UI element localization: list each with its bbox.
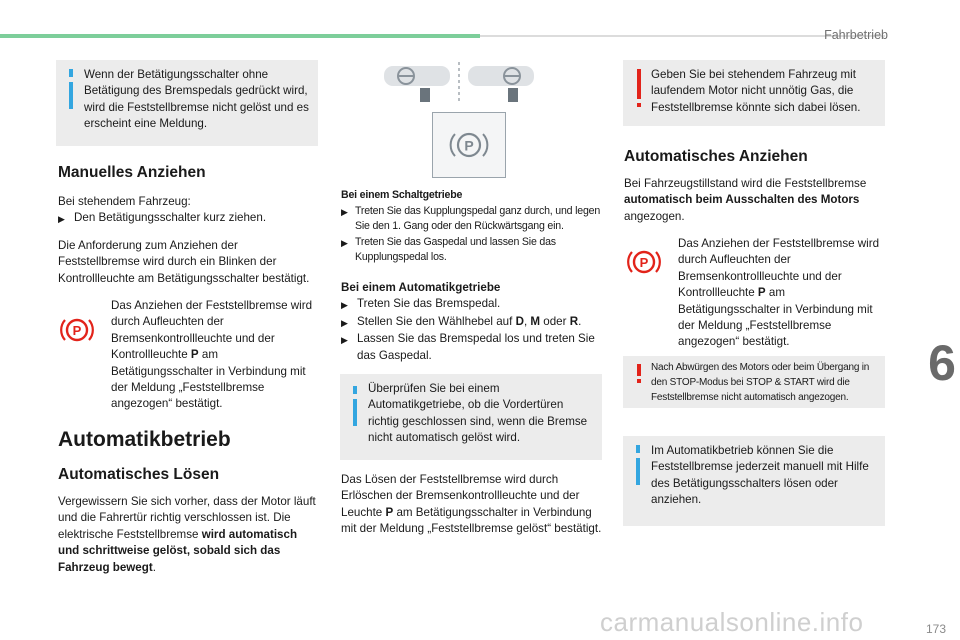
info-icon: [69, 69, 73, 109]
warning-note-small: [623, 356, 885, 408]
steering-wheel-illustration: [384, 60, 534, 106]
text-part: .: [578, 314, 582, 328]
paragraph-part: Bei Fahrzeugstillstand wird die Feststellbremse: [624, 177, 867, 190]
arrow-bullet-icon: ▶: [58, 214, 65, 225]
heading-automatic-mode: Automatikbetrieb: [58, 428, 231, 451]
section-title: Fahrbetrieb: [824, 28, 888, 42]
list-item: [341, 204, 603, 235]
svg-text:P: P: [464, 137, 474, 154]
warning-icon: [635, 364, 642, 406]
info-note-text: Überprüfen Sie bei einem Automatikgetriebe, ob die Vordertüren richtig geschlossen sind, wenn die Bremse nicht automatisch gelöst wird.: [368, 382, 588, 445]
heading-automatic-release: Automatisches Lösen: [58, 466, 220, 483]
info-note-text: Im Automatikbetrieb können Sie die Feststellbremse jederzeit manuell mit Hilfe des Betätigungsschalters lösen oder anziehen.: [651, 444, 869, 507]
list-item: [341, 331, 603, 364]
info-note-bottom-right: [623, 436, 885, 526]
gear-m: M: [530, 314, 541, 328]
parking-brake-icon: [445, 125, 493, 165]
automatic-gearbox-heading: Bei einem Automatikgetriebe: [341, 281, 501, 294]
header-accent-bar: [0, 34, 480, 38]
info-note-middle: [340, 374, 602, 460]
list-item-text: Treten Sie das Kupplungspedal ganz durch, und legen Sie den 1. Gang oder den Rückwärtsgang ein.: [355, 204, 601, 232]
list-item-text: [357, 314, 581, 331]
arrow-bullet-icon: ▶: [341, 206, 348, 217]
warning-note-text: Geben Sie bei stehendem Fahrzeug mit laufendem Motor nicht unnötig Gas, die Feststellbremse könnte sich dabei lösen.: [651, 68, 861, 114]
list-item: [341, 235, 603, 266]
paragraph-part: Vergewissern Sie sich vorher, dass der Motor läuft und die Fahrertür richtig verschlossen ist. Die elektrische Feststellbremse: [58, 495, 316, 541]
manual-gearbox-section: [341, 188, 603, 266]
text-part: oder: [540, 314, 570, 328]
gear-r: R: [569, 314, 579, 328]
warning-note-top-right: [623, 60, 885, 126]
warning-icon: [635, 69, 642, 111]
paragraph-bold-part: automatisch beim Ausschalten des Motors: [624, 193, 860, 207]
parking-brake-warning-icon: [57, 310, 97, 350]
parking-brake-warning-icon: [624, 242, 664, 282]
warning-bar: [637, 69, 641, 99]
picto-text-p: P: [190, 348, 199, 362]
manual-gearbox-heading: Bei einem Schaltgetriebe: [341, 189, 463, 201]
text-part: ,: [523, 314, 531, 328]
release-confirmation-paragraph: [341, 472, 603, 538]
manual-apply-intro: [58, 194, 320, 228]
svg-text:P: P: [639, 255, 649, 270]
list-item: [341, 296, 603, 313]
info-icon: [636, 445, 640, 485]
manual-apply-picto-text: [111, 298, 316, 413]
watermark: carmanualsonline.info: [600, 607, 864, 637]
paragraph-part: Das Lösen der Feststellbremse wird durch Erlöschen der Bremsenkontrollleuchte und der Leuchte: [341, 473, 580, 519]
text-part: Stellen Sie den Wählhebel auf: [357, 314, 516, 328]
svg-text:P: P: [72, 323, 82, 338]
heading-manual-apply: Manuelles Anziehen: [58, 164, 206, 181]
paragraph-part: .: [152, 560, 156, 574]
automatic-apply-picto-text: [678, 236, 883, 351]
picto-text-p: P: [757, 286, 766, 300]
warning-bar: [637, 364, 641, 376]
chapter-tab: [920, 318, 960, 408]
list-item-text: Treten Sie das Bremspedal.: [357, 297, 501, 311]
arrow-bullet-icon: ▶: [341, 237, 348, 248]
list-item: [58, 210, 320, 227]
heading-automatic-apply: Automatisches Anziehen: [624, 148, 808, 165]
list-item-text: Lassen Sie das Bremspedal los und treten Sie das Gaspedal.: [357, 332, 595, 362]
manual-apply-intro-line: Bei stehendem Fahrzeug:: [58, 195, 191, 208]
automatic-apply-paragraph: [624, 176, 886, 225]
info-note-top-left: [56, 60, 318, 146]
page-number: 173: [925, 622, 946, 636]
list-item-text: Den Betätigungsschalter kurz ziehen.: [74, 211, 267, 225]
arrow-bullet-icon: ▶: [341, 300, 348, 311]
manual-apply-paragraph: Die Anforderung zum Anziehen der Feststellbremse wird durch ein Blinken der Kontrollleuchte am Betätigungsschalter bestätigt.: [58, 239, 310, 285]
warning-dot: [637, 379, 641, 383]
gear-d: D: [515, 314, 524, 328]
info-note-text: Wenn der Betätigungsschalter ohne Betätigung des Bremspedals gedrückt wird, wird die Feststellbremse nicht gelöst und es erscheint eine Meldung.: [84, 68, 309, 131]
arrow-bullet-icon: ▶: [341, 317, 348, 328]
warning-dot: [637, 103, 641, 107]
info-icon: [353, 386, 357, 426]
paragraph-part: am Betätigungsschalter in Verbindung mit der Meldung „Feststellbremse gelöst“ bestätigt.: [341, 505, 602, 536]
paragraph-part: angezogen.: [624, 209, 685, 223]
list-item-text: Treten Sie das Gaspedal und lassen Sie das Kupplungspedal los.: [355, 235, 556, 263]
chapter-number: 6: [928, 335, 956, 391]
automatic-gearbox-section: [341, 280, 603, 364]
picto-text-part: am Betätigungsschalter in Verbindung mit der Meldung „Feststellbremse angezogen“ bestätigt.: [111, 348, 306, 411]
picto-text-part: Das Anziehen der Feststellbremse wird durch Aufleuchten der Bremsenkontrollleuchte und der Kontrollleuchte: [111, 299, 313, 362]
automatic-release-paragraph: [58, 494, 320, 576]
parking-brake-switch-image: [432, 112, 506, 178]
paragraph-bold-part: wird automatisch und schrittweise gelöst, sobald sich das Fahrzeug bewegt: [58, 527, 298, 574]
picto-text-part: am Betätigungsschalter in Verbindung mit der Meldung „Feststellbremse angezogen“ bestätigt.: [678, 286, 873, 349]
paragraph-bold-p: P: [385, 505, 394, 519]
picto-text-part: Das Anziehen der Feststellbremse wird durch Aufleuchten der Bremsenkontrollleuchte und der Kontrollleuchte: [678, 237, 880, 300]
warning-note-text: Nach Abwürgen des Motors oder beim Übergang in den STOP-Modus bei STOP & START wird die Feststellbremse nicht automatisch angezogen.: [651, 362, 870, 403]
arrow-bullet-icon: ▶: [341, 335, 348, 346]
list-item: [341, 314, 603, 331]
